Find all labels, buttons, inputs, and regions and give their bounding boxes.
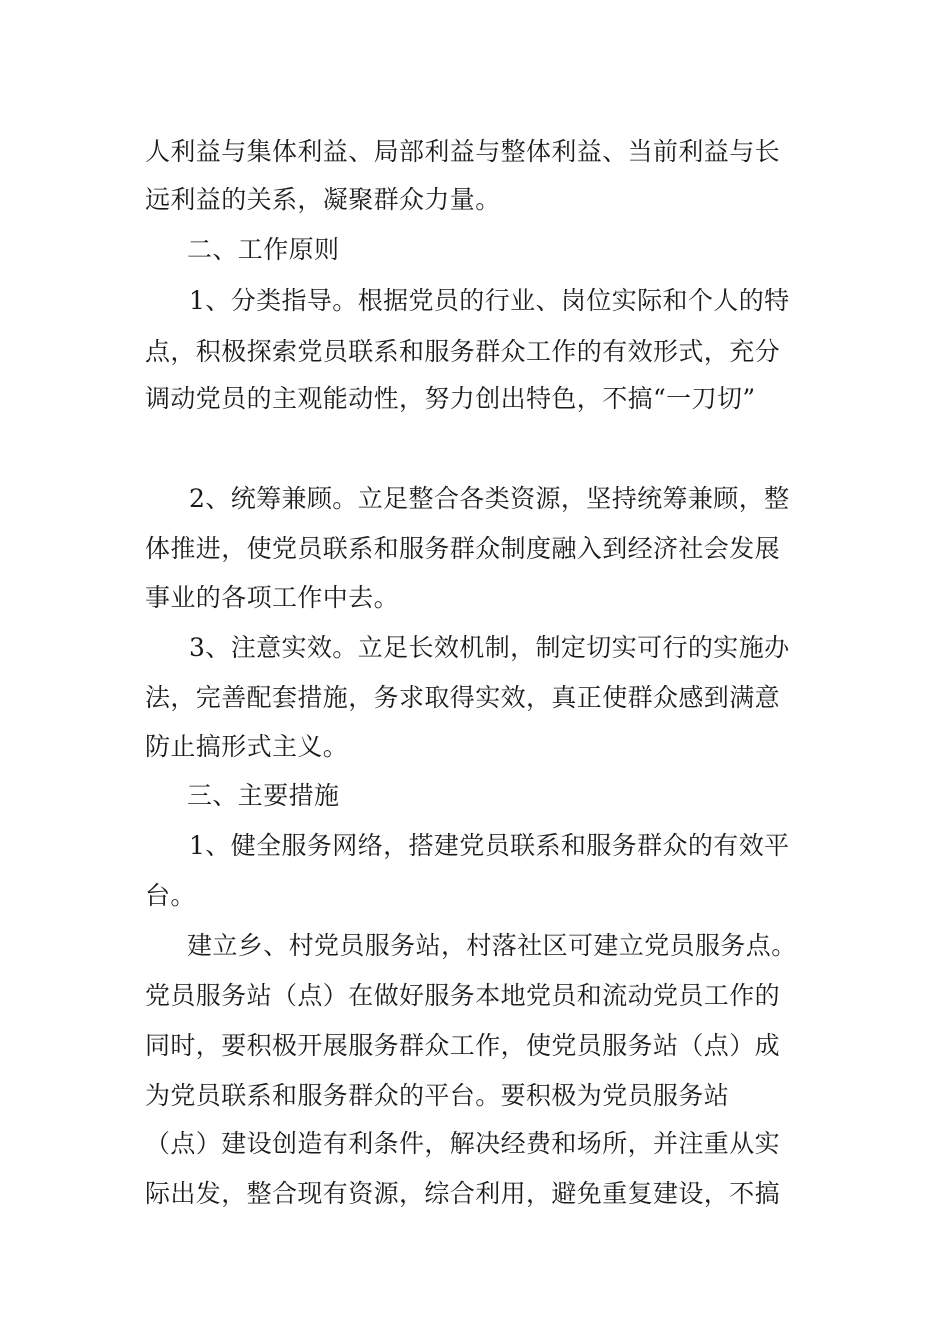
text-line: 远利益的关系，凝聚群众力量。: [145, 185, 501, 214]
text-line: 防止搞形式主义。: [145, 732, 349, 761]
text-line: 1、健全服务网络，搭建党员联系和服务群众的有效平: [189, 831, 790, 860]
text-line: 2、统筹兼顾。立足整合各类资源，坚持统筹兼顾，整: [189, 484, 790, 513]
text-line: 法，完善配套措施，务求取得实效，真正使群众感到满意: [145, 683, 781, 712]
text-line: 党员服务站（点）在做好服务本地党员和流动党员工作的: [145, 981, 781, 1010]
text-line: 体推进，使党员联系和服务群众制度融入到经济社会发展: [145, 534, 781, 563]
text-line: （点）建设创造有利条件，解决经费和场所，并注重从实: [145, 1129, 781, 1158]
text-line: 点，积极探索党员联系和服务群众工作的有效形式，充分: [145, 337, 781, 366]
text-line: 为党员联系和服务群众的平台。要积极为党员服务站: [145, 1081, 730, 1110]
text-line: 台。: [145, 881, 196, 910]
section-heading: 二、工作原则: [187, 235, 340, 264]
section-heading: 三、主要措施: [187, 781, 340, 810]
text-line: 事业的各项工作中去。: [145, 583, 400, 612]
text-line: 调动党员的主观能动性，努力创出特色，不搞“一刀切”: [145, 384, 756, 413]
text-line: 人利益与集体利益、局部利益与整体利益、当前利益与长: [145, 137, 781, 166]
text-line: 同时，要积极开展服务群众工作，使党员服务站（点）成: [145, 1031, 781, 1060]
text-line: 3、注意实效。立足长效机制，制定切实可行的实施办: [189, 633, 790, 662]
text-line: 建立乡、村党员服务站，村落社区可建立党员服务点。: [187, 931, 797, 960]
text-line: 1、分类指导。根据党员的行业、岗位实际和个人的特: [189, 286, 790, 315]
text-line: 际出发，整合现有资源，综合利用，避免重复建设，不搞: [145, 1179, 781, 1208]
